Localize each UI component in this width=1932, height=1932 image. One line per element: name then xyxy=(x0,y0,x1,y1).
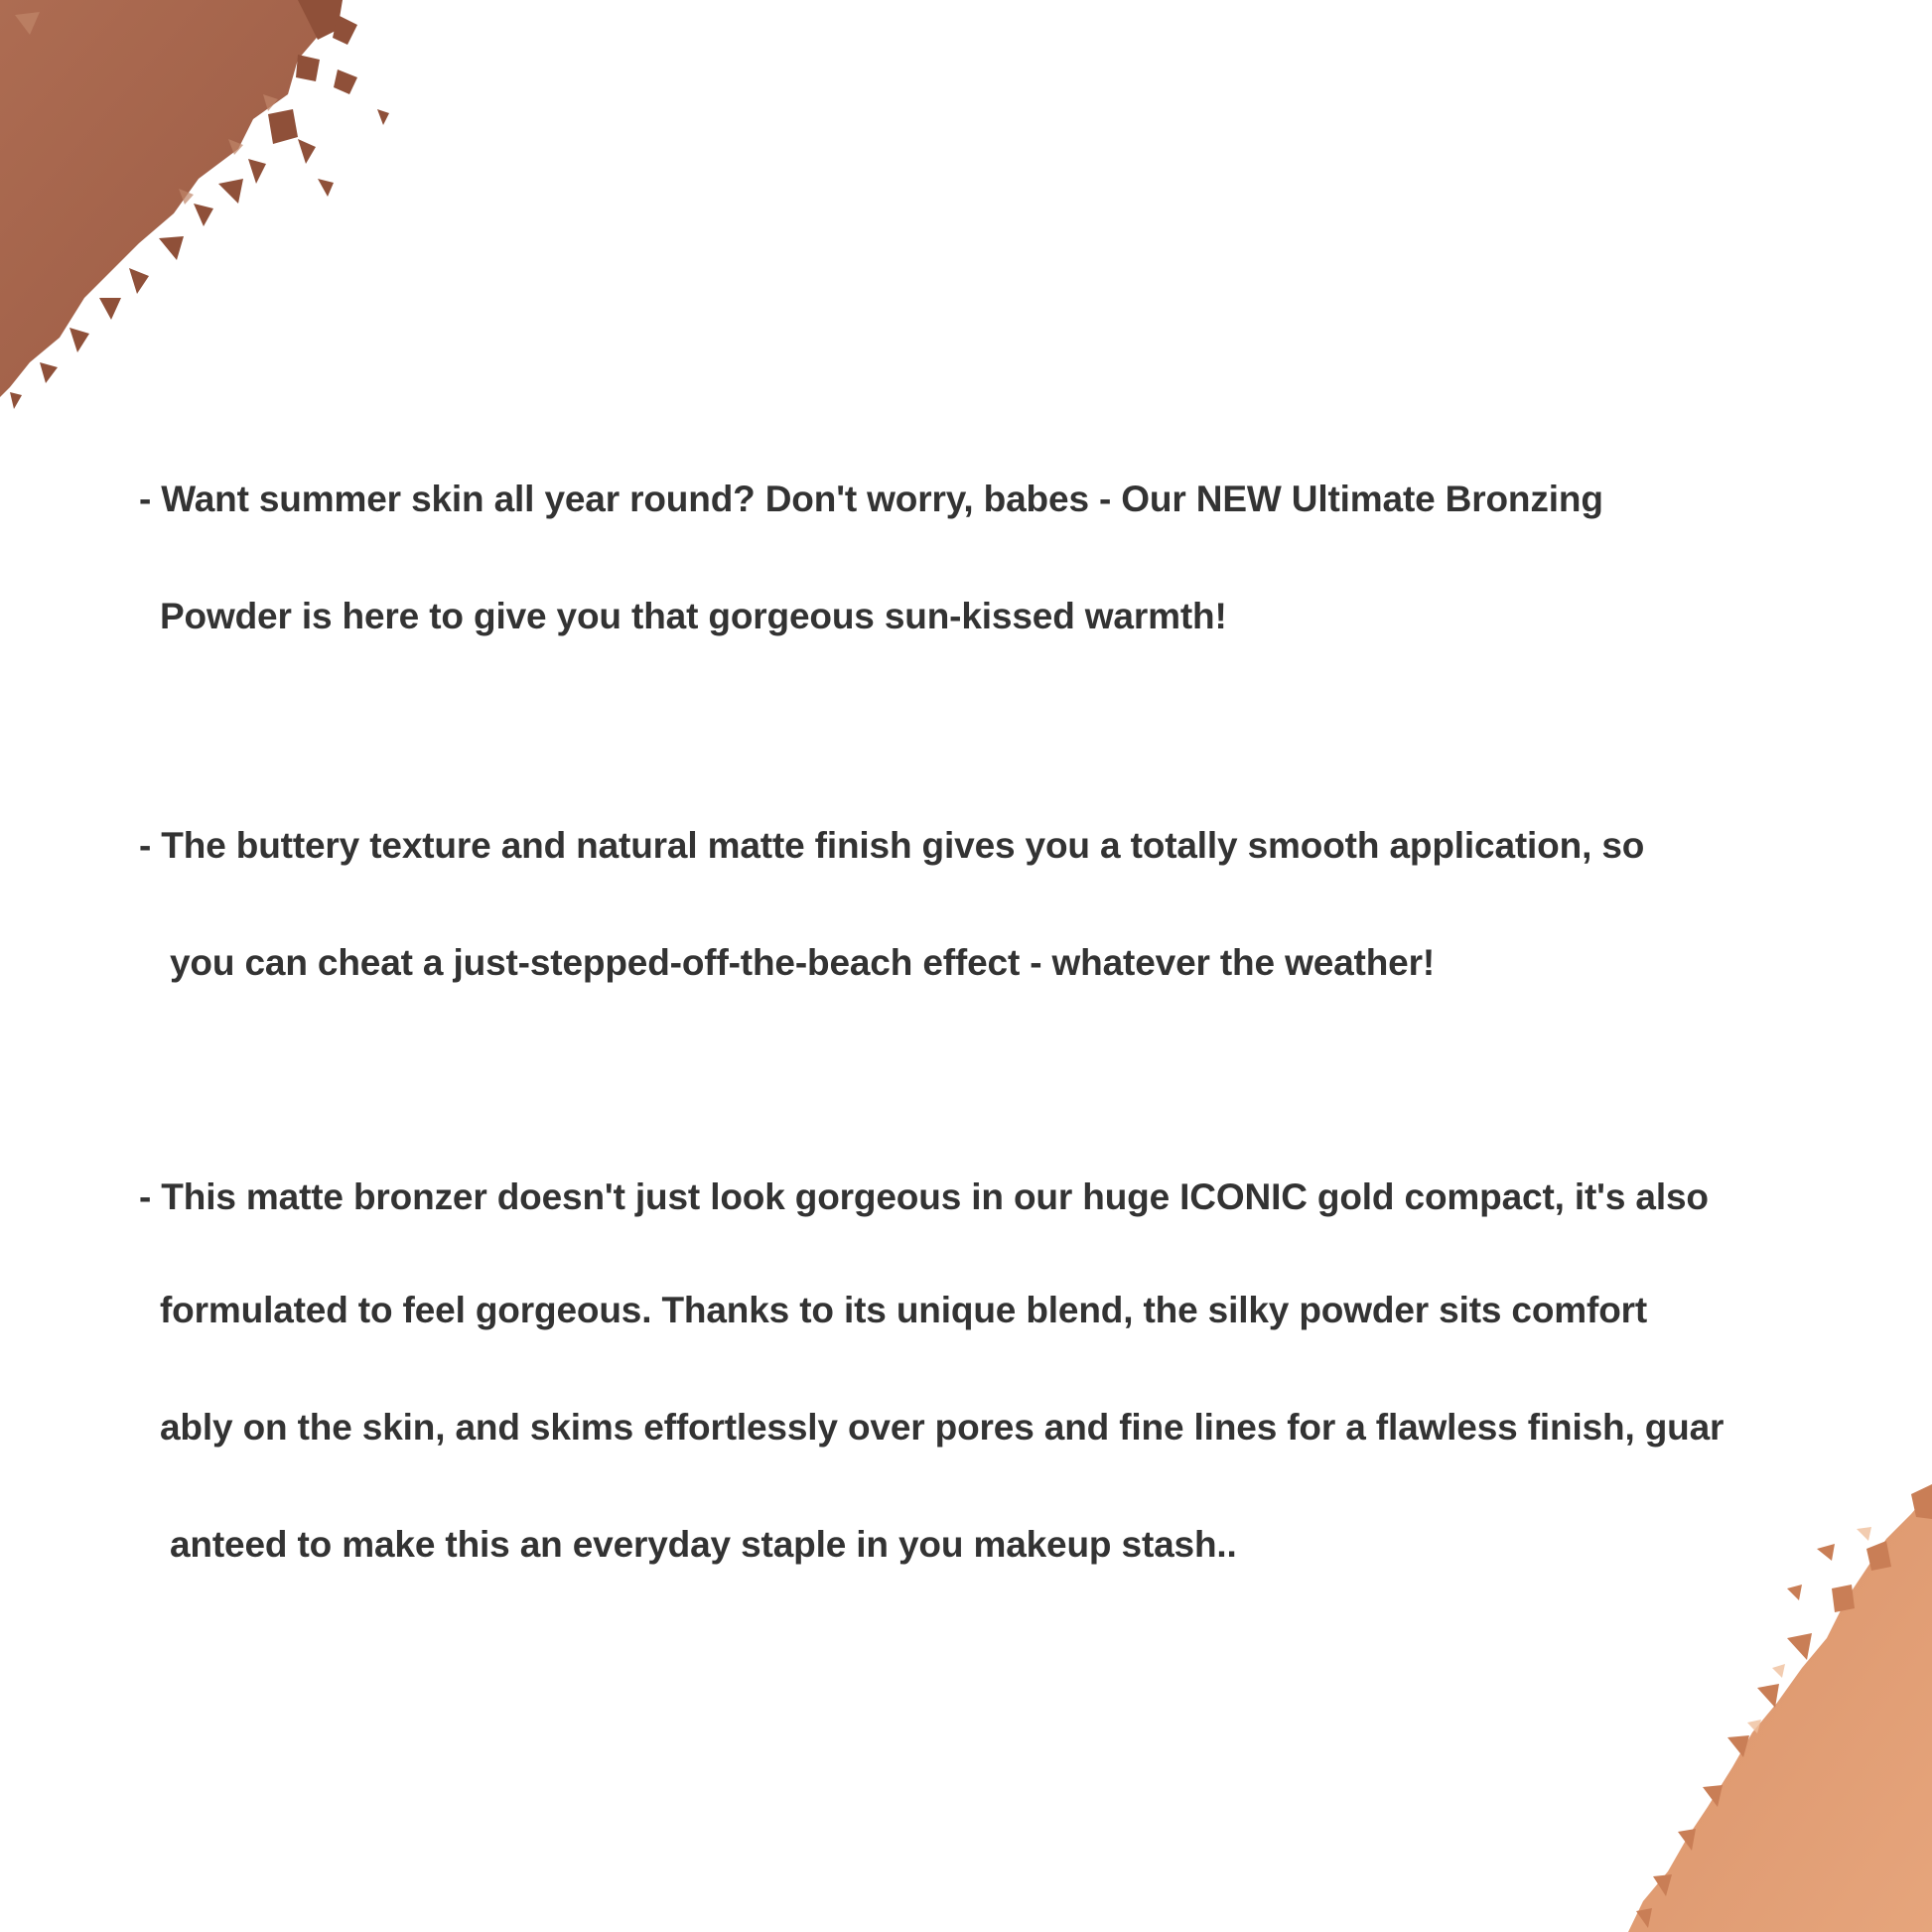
paragraph-2-line-2: you can cheat a just-stepped-off-the-beach effect - whatever the weather! xyxy=(170,942,1436,983)
paragraph-3-line-3: ably on the skin, and skims effortlessly over pores and fine lines for a flawless finish, guar xyxy=(160,1407,1725,1448)
paragraph-1-line-2: Powder is here to give you that gorgeous sun-kissed warmth! xyxy=(160,596,1227,636)
paragraph-3-line-4: anteed to make this an everyday staple in you makeup stash.. xyxy=(170,1524,1237,1565)
paragraph-3-line-2: formulated to feel gorgeous. Thanks to its unique blend, the silky powder sits comfort xyxy=(160,1290,1648,1330)
paragraph-2-line-1: - The buttery texture and natural matte finish gives you a totally smooth application, so xyxy=(139,825,1645,866)
paragraph-3-line-1: - This matte bronzer doesn't just look gorgeous in our huge ICONIC gold compact, it's also xyxy=(139,1176,1709,1217)
paragraph-1-line-1: - Want summer skin all year round? Don't worry, babes - Our NEW Ultimate Bronzing xyxy=(139,479,1603,519)
